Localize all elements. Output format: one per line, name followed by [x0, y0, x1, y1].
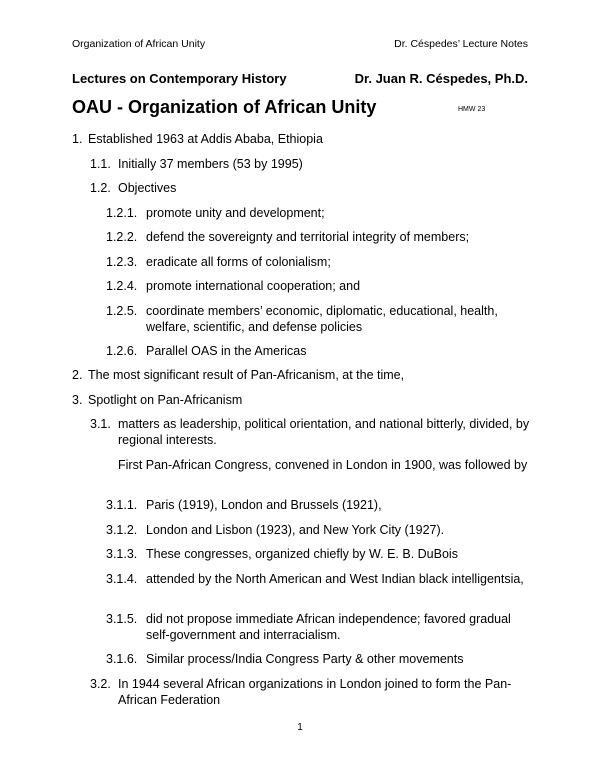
outline-item-3-1-4 [106, 572, 532, 588]
item-number: 1.2. [90, 181, 111, 195]
item-text: Established 1963 at Addis Ababa, Ethiopia [88, 132, 323, 146]
item-number: 3.1.6. [106, 652, 138, 666]
page-title: OAU - Organization of African Unity [72, 97, 377, 117]
course-title: Lectures on Contemporary History [72, 71, 287, 86]
item-text: Initially 37 members (53 by 1995) [118, 157, 303, 171]
item-number: 2. [72, 368, 83, 382]
item-text: These congresses, organized chiefly by W. E. B. DuBois [146, 547, 458, 561]
outline-item-3-1-1 [106, 498, 532, 514]
item-number: 1. [72, 132, 83, 146]
author-name: Dr. Juan R. Céspedes, Ph.D. [354, 71, 528, 86]
item-text: matters as leadership, political orientation, and national bitterly, divided, by regional interests. [118, 417, 530, 447]
item-text: coordinate members’ economic, diplomatic, educational, health, welfare, scientific, and defense policies [146, 304, 498, 334]
outline-item-1-1 [90, 157, 532, 173]
item-text: attended by the North American and West Indian black intelligentsia, [146, 572, 524, 586]
item-number: 1.2.5. [106, 304, 138, 318]
item-text: promote unity and development; [146, 206, 325, 220]
outline-item-1-2-1 [106, 206, 532, 222]
outline-item-1-2-4 [106, 279, 532, 295]
paragraph-first-congress: First Pan-African Congress, convened in London in 1900, was followed by [118, 458, 528, 472]
item-number: 3.1. [90, 417, 111, 431]
page-number: 1 [297, 722, 303, 733]
item-text: promote international cooperation; and [146, 279, 361, 293]
running-header-right: Dr. Céspedes’ Lecture Notes [394, 38, 528, 50]
outline-item-1-2 [90, 181, 532, 197]
outline-item-1 [72, 132, 532, 148]
item-text: Similar process/India Congress Party & other movements [146, 652, 464, 666]
outline-item-1-2-5 [106, 304, 532, 335]
item-text: Paris (1919), London and Brussels (1921), [146, 498, 382, 512]
item-number: 1.2.4. [106, 279, 138, 293]
item-text: The most significant result of Pan-Africanism, at the time, [88, 368, 405, 382]
item-text: In 1944 several African organizations in London joined to form the Pan-African Federation [118, 677, 512, 707]
item-text: Spotlight on Pan-Africanism [88, 393, 243, 407]
outline-item-1-2-3 [106, 255, 532, 271]
outline-item-3-1 [90, 417, 532, 448]
item-text: did not propose immediate African independence; favored gradual self-government and interracialism. [146, 612, 511, 642]
item-number: 1.2.6. [106, 344, 138, 358]
outline-item-3-1-6 [106, 652, 532, 668]
outline-item-3-1-2 [106, 523, 532, 539]
outline-item-3-1-5 [106, 612, 532, 643]
item-number: 3.2. [90, 677, 111, 691]
running-header-left: Organization of African Unity [72, 38, 206, 50]
item-number: 1.2.1. [106, 206, 138, 220]
item-number: 1.2.2. [106, 230, 138, 244]
item-number: 1.2.3. [106, 255, 138, 269]
item-number: 3.1.4. [106, 572, 138, 586]
item-text: eradicate all forms of colonialism; [146, 255, 331, 269]
item-number: 3.1.3. [106, 547, 138, 561]
item-number: 1.1. [90, 157, 111, 171]
outline-item-3 [72, 393, 532, 409]
item-number: 3.1.1. [106, 498, 138, 512]
item-number: 3.1.5. [106, 612, 138, 626]
outline-item-2 [72, 368, 532, 384]
item-text: London and Lisbon (1923), and New York City (1927). [146, 523, 445, 537]
outline-item-3-2 [90, 677, 532, 708]
outline-item-1-2-2 [106, 230, 532, 246]
item-text: Objectives [118, 181, 177, 195]
item-text: defend the sovereignty and territorial integrity of members; [146, 230, 470, 244]
item-number: 3.1.2. [106, 523, 138, 537]
document-code: HMW 23 [458, 106, 486, 113]
outline-item-3-1-3 [106, 547, 532, 563]
item-text: Parallel OAS in the Americas [146, 344, 307, 358]
item-number: 3. [72, 393, 83, 407]
outline-item-1-2-6 [106, 344, 532, 360]
